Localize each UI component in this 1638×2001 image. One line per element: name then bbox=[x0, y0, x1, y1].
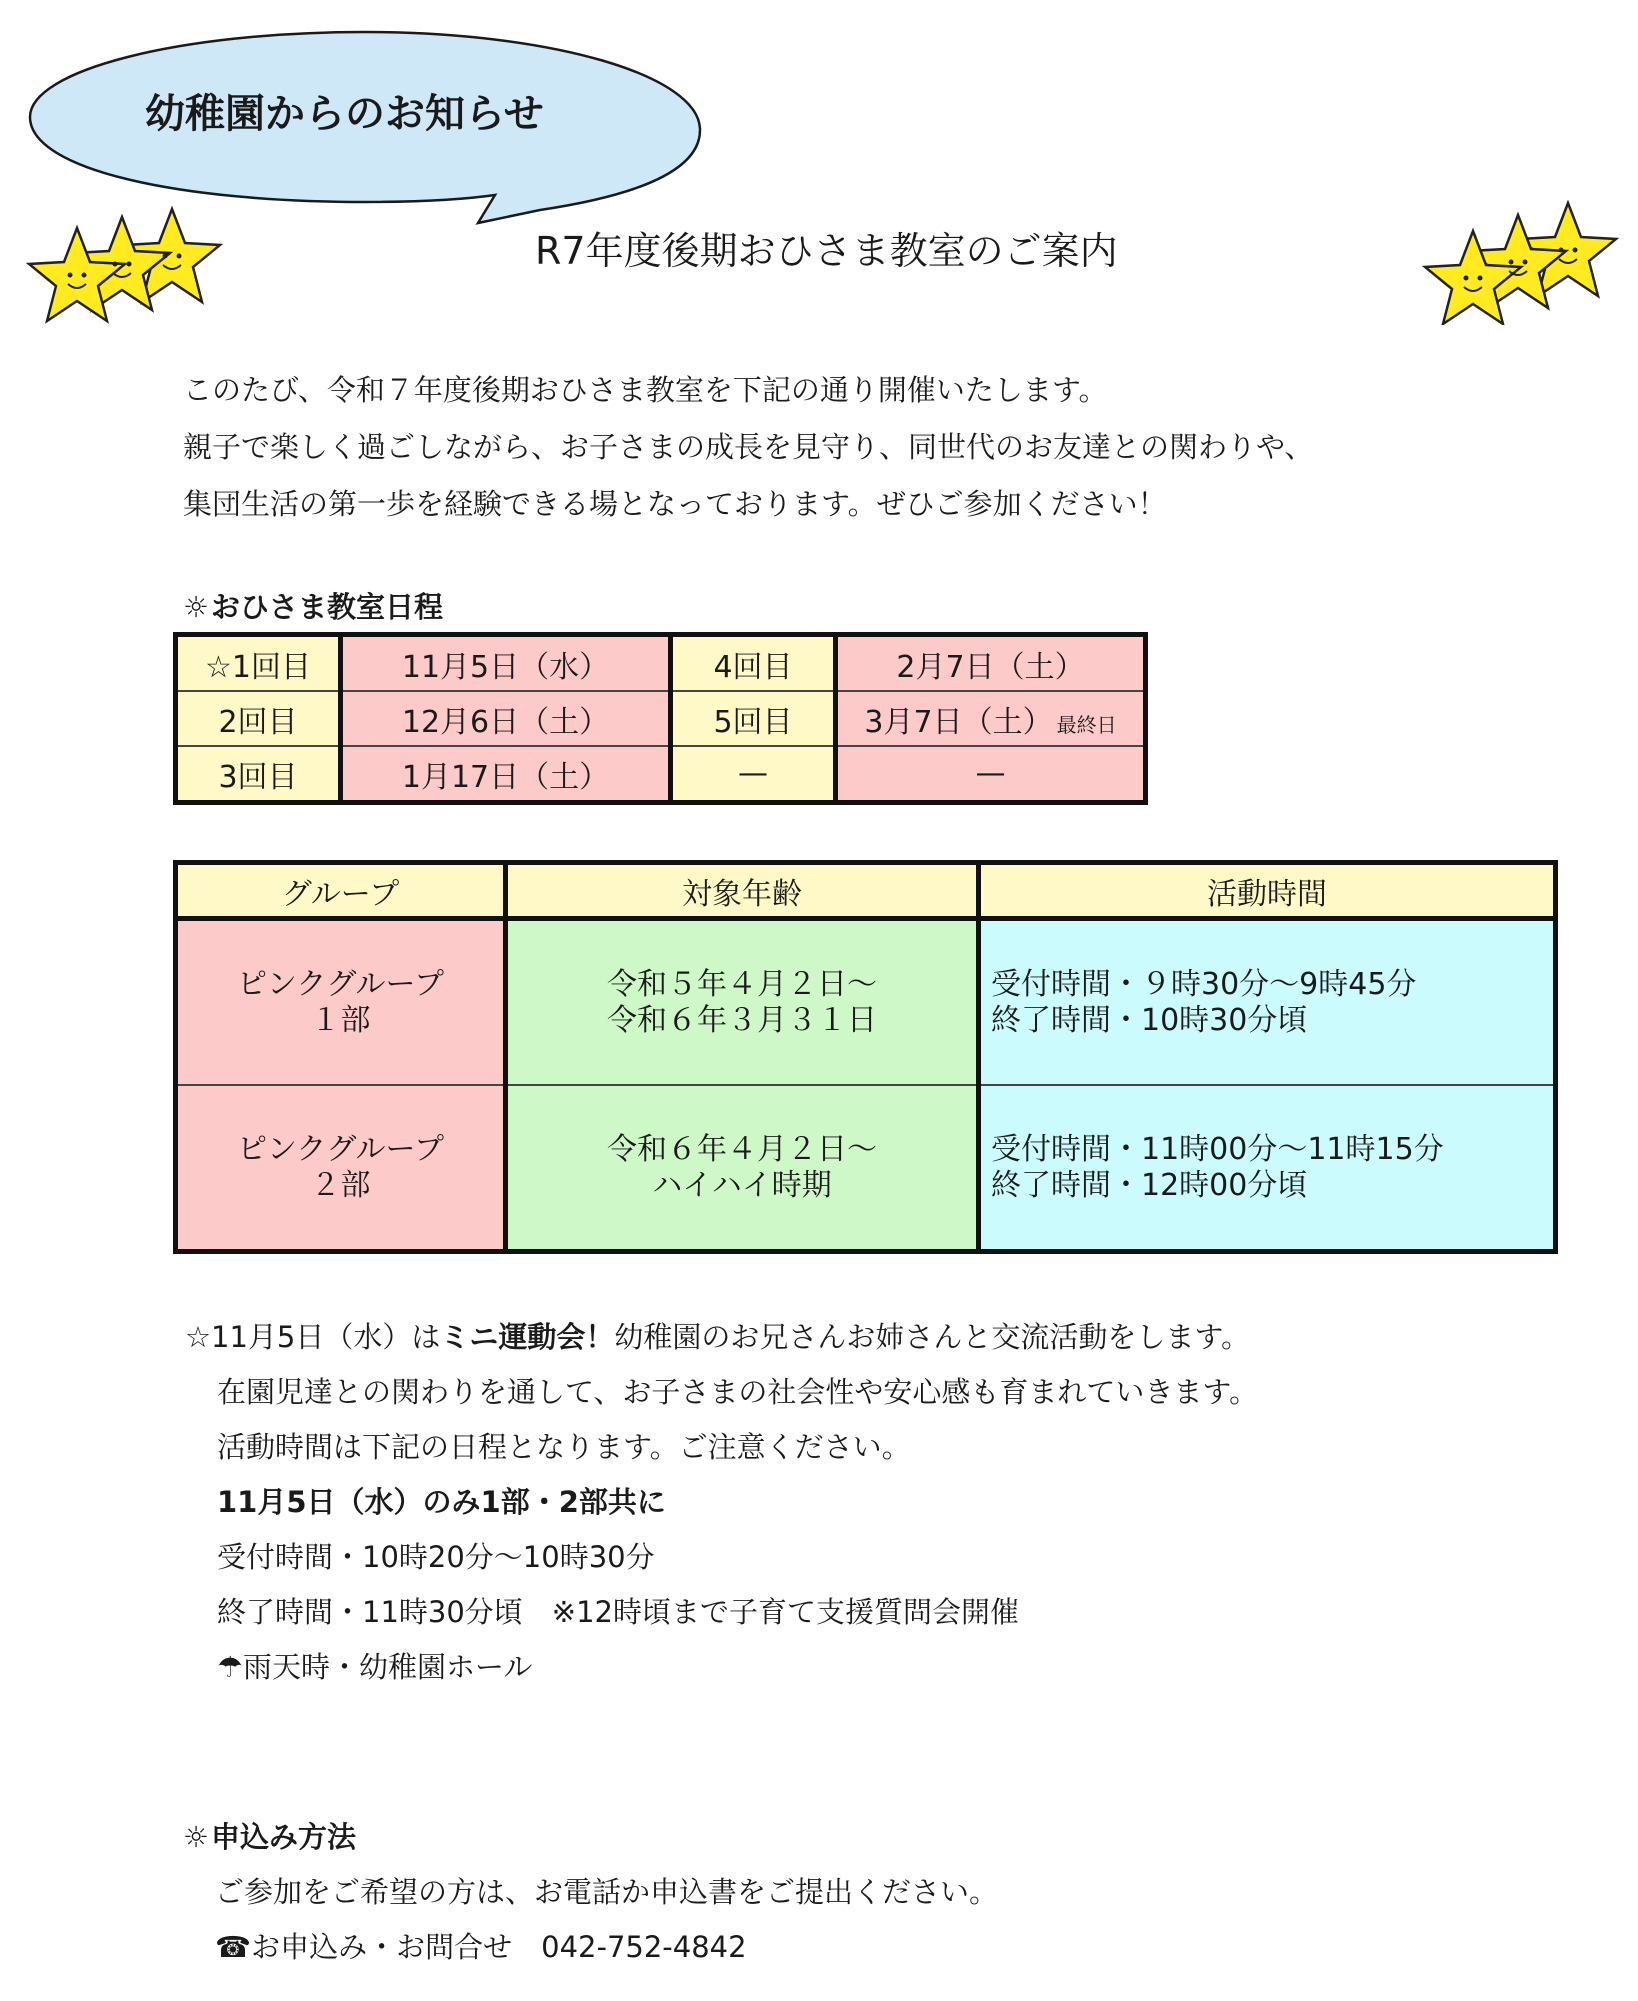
umbrella-icon: ☂ bbox=[217, 1650, 243, 1684]
note-line: 受付時間・10時20分～10時30分 bbox=[217, 1540, 655, 1574]
table-row bbox=[176, 1085, 1556, 1252]
note-line bbox=[185, 1310, 1258, 1365]
note-line bbox=[185, 1640, 1258, 1695]
age-to: 令和６年３月３１日 bbox=[607, 1002, 877, 1038]
schedule-heading-text: おひさま教室日程 bbox=[211, 590, 444, 624]
event-notes bbox=[185, 1310, 1258, 1695]
bubble-title: 幼稚園からのお知らせ bbox=[145, 91, 544, 137]
contact-text: お申込み・お問合せ 042-752-4842 bbox=[251, 1930, 747, 1964]
session-date bbox=[836, 746, 1146, 803]
time-cell bbox=[979, 1085, 1556, 1252]
table-row bbox=[176, 691, 1146, 746]
note-line: 在園児達との関わりを通して、お子さまの社会性や安心感も育まれていきます。 bbox=[217, 1375, 1259, 1409]
intro-line: 親子で楽しく過ごしながら、お子さまの成長を見守り、同世代のお友達との関わりや、 bbox=[183, 430, 1314, 464]
age-cell bbox=[506, 919, 979, 1086]
phone-icon: ☎ bbox=[215, 1930, 252, 1964]
table-row bbox=[176, 635, 1146, 692]
column-header: 対象年齢 bbox=[506, 863, 979, 919]
time-cell bbox=[979, 919, 1556, 1086]
group-name: ピンクグループ bbox=[237, 966, 444, 1002]
session-date: 11月5日（水） bbox=[341, 635, 671, 692]
reception-time: 受付時間・９時30分～9時45分 bbox=[991, 966, 1417, 1002]
note-text: ☆11月5日（水）は bbox=[185, 1320, 441, 1354]
intro-paragraph bbox=[183, 362, 1313, 533]
group-name: ピンクグループ bbox=[237, 1131, 444, 1167]
smiling-stars-icon bbox=[22, 195, 232, 325]
table-row bbox=[176, 919, 1556, 1086]
session-date bbox=[836, 635, 1146, 692]
table-row bbox=[176, 746, 1146, 803]
session-date: 1月17日（土） bbox=[341, 746, 671, 803]
session-number: 3回目 bbox=[176, 746, 341, 803]
session-number: 5回目 bbox=[671, 691, 836, 746]
sun-icon: ☼ bbox=[183, 590, 209, 624]
column-header: グループ bbox=[176, 863, 506, 919]
note-line: 終了時間・11時30分頃 ※12時頃まで子育て支援質問会開催 bbox=[217, 1595, 1020, 1629]
end-time: 終了時間・10時30分頃 bbox=[991, 1002, 1308, 1038]
session-number: — bbox=[671, 746, 836, 803]
session-date-text: — bbox=[975, 756, 1006, 791]
note-text: 雨天時・幼稚園ホール bbox=[243, 1650, 533, 1684]
group-part: ２部 bbox=[310, 1167, 371, 1203]
session-date bbox=[836, 691, 1146, 746]
note-highlight: ミニ運動会！ bbox=[440, 1320, 615, 1354]
session-number: 2回目 bbox=[176, 691, 341, 746]
group-cell bbox=[176, 919, 506, 1086]
final-day-note: 最終日 bbox=[1056, 712, 1117, 737]
page-title: R7年度後期おひさま教室のご案内 bbox=[535, 229, 1118, 273]
note-line: 活動時間は下記の日程となります。ご注意ください。 bbox=[217, 1430, 911, 1464]
apply-heading bbox=[183, 1810, 998, 1865]
group-part: １部 bbox=[310, 1002, 371, 1038]
reception-time: 受付時間・11時00分～11時15分 bbox=[991, 1131, 1444, 1167]
session-date-text: 3月7日（土） bbox=[864, 704, 1053, 740]
session-number: ☆1回目 bbox=[176, 635, 341, 692]
schedule-table bbox=[173, 632, 1148, 805]
session-date-text: 2月7日（土） bbox=[896, 649, 1085, 685]
apply-line: ご参加をご希望の方は、お電話か申込書をご提出ください。 bbox=[215, 1875, 999, 1909]
age-from: 令和５年４月２日～ bbox=[607, 966, 877, 1002]
apply-line bbox=[183, 1920, 998, 1975]
apply-heading-text: 申込み方法 bbox=[211, 1820, 357, 1854]
group-cell bbox=[176, 1085, 506, 1252]
end-time: 終了時間・12時00分頃 bbox=[991, 1167, 1308, 1203]
session-date: 12月6日（土） bbox=[341, 691, 671, 746]
column-header: 活動時間 bbox=[979, 863, 1556, 919]
schedule-heading bbox=[183, 585, 443, 626]
intro-line: 集団生活の第一歩を経験できる場となっております。ぜひご参加ください！ bbox=[183, 487, 1167, 521]
note-line: 11月5日（水）のみ1部・2部共に bbox=[217, 1485, 666, 1519]
application-section bbox=[183, 1810, 998, 1975]
groups-table bbox=[173, 860, 1558, 1254]
note-text: 幼稚園のお兄さんお姉さんと交流活動をします。 bbox=[614, 1320, 1251, 1354]
session-number: 4回目 bbox=[671, 635, 836, 692]
age-from: 令和６年４月２日～ bbox=[607, 1131, 877, 1167]
table-header-row bbox=[176, 863, 1556, 919]
sun-icon: ☼ bbox=[183, 1820, 209, 1854]
age-cell bbox=[506, 1085, 979, 1252]
intro-line: このたび、令和７年度後期おひさま教室を下記の通り開催いたします。 bbox=[183, 373, 1108, 407]
smiling-stars-icon bbox=[1418, 195, 1628, 325]
age-to: ハイハイ時期 bbox=[652, 1167, 832, 1203]
